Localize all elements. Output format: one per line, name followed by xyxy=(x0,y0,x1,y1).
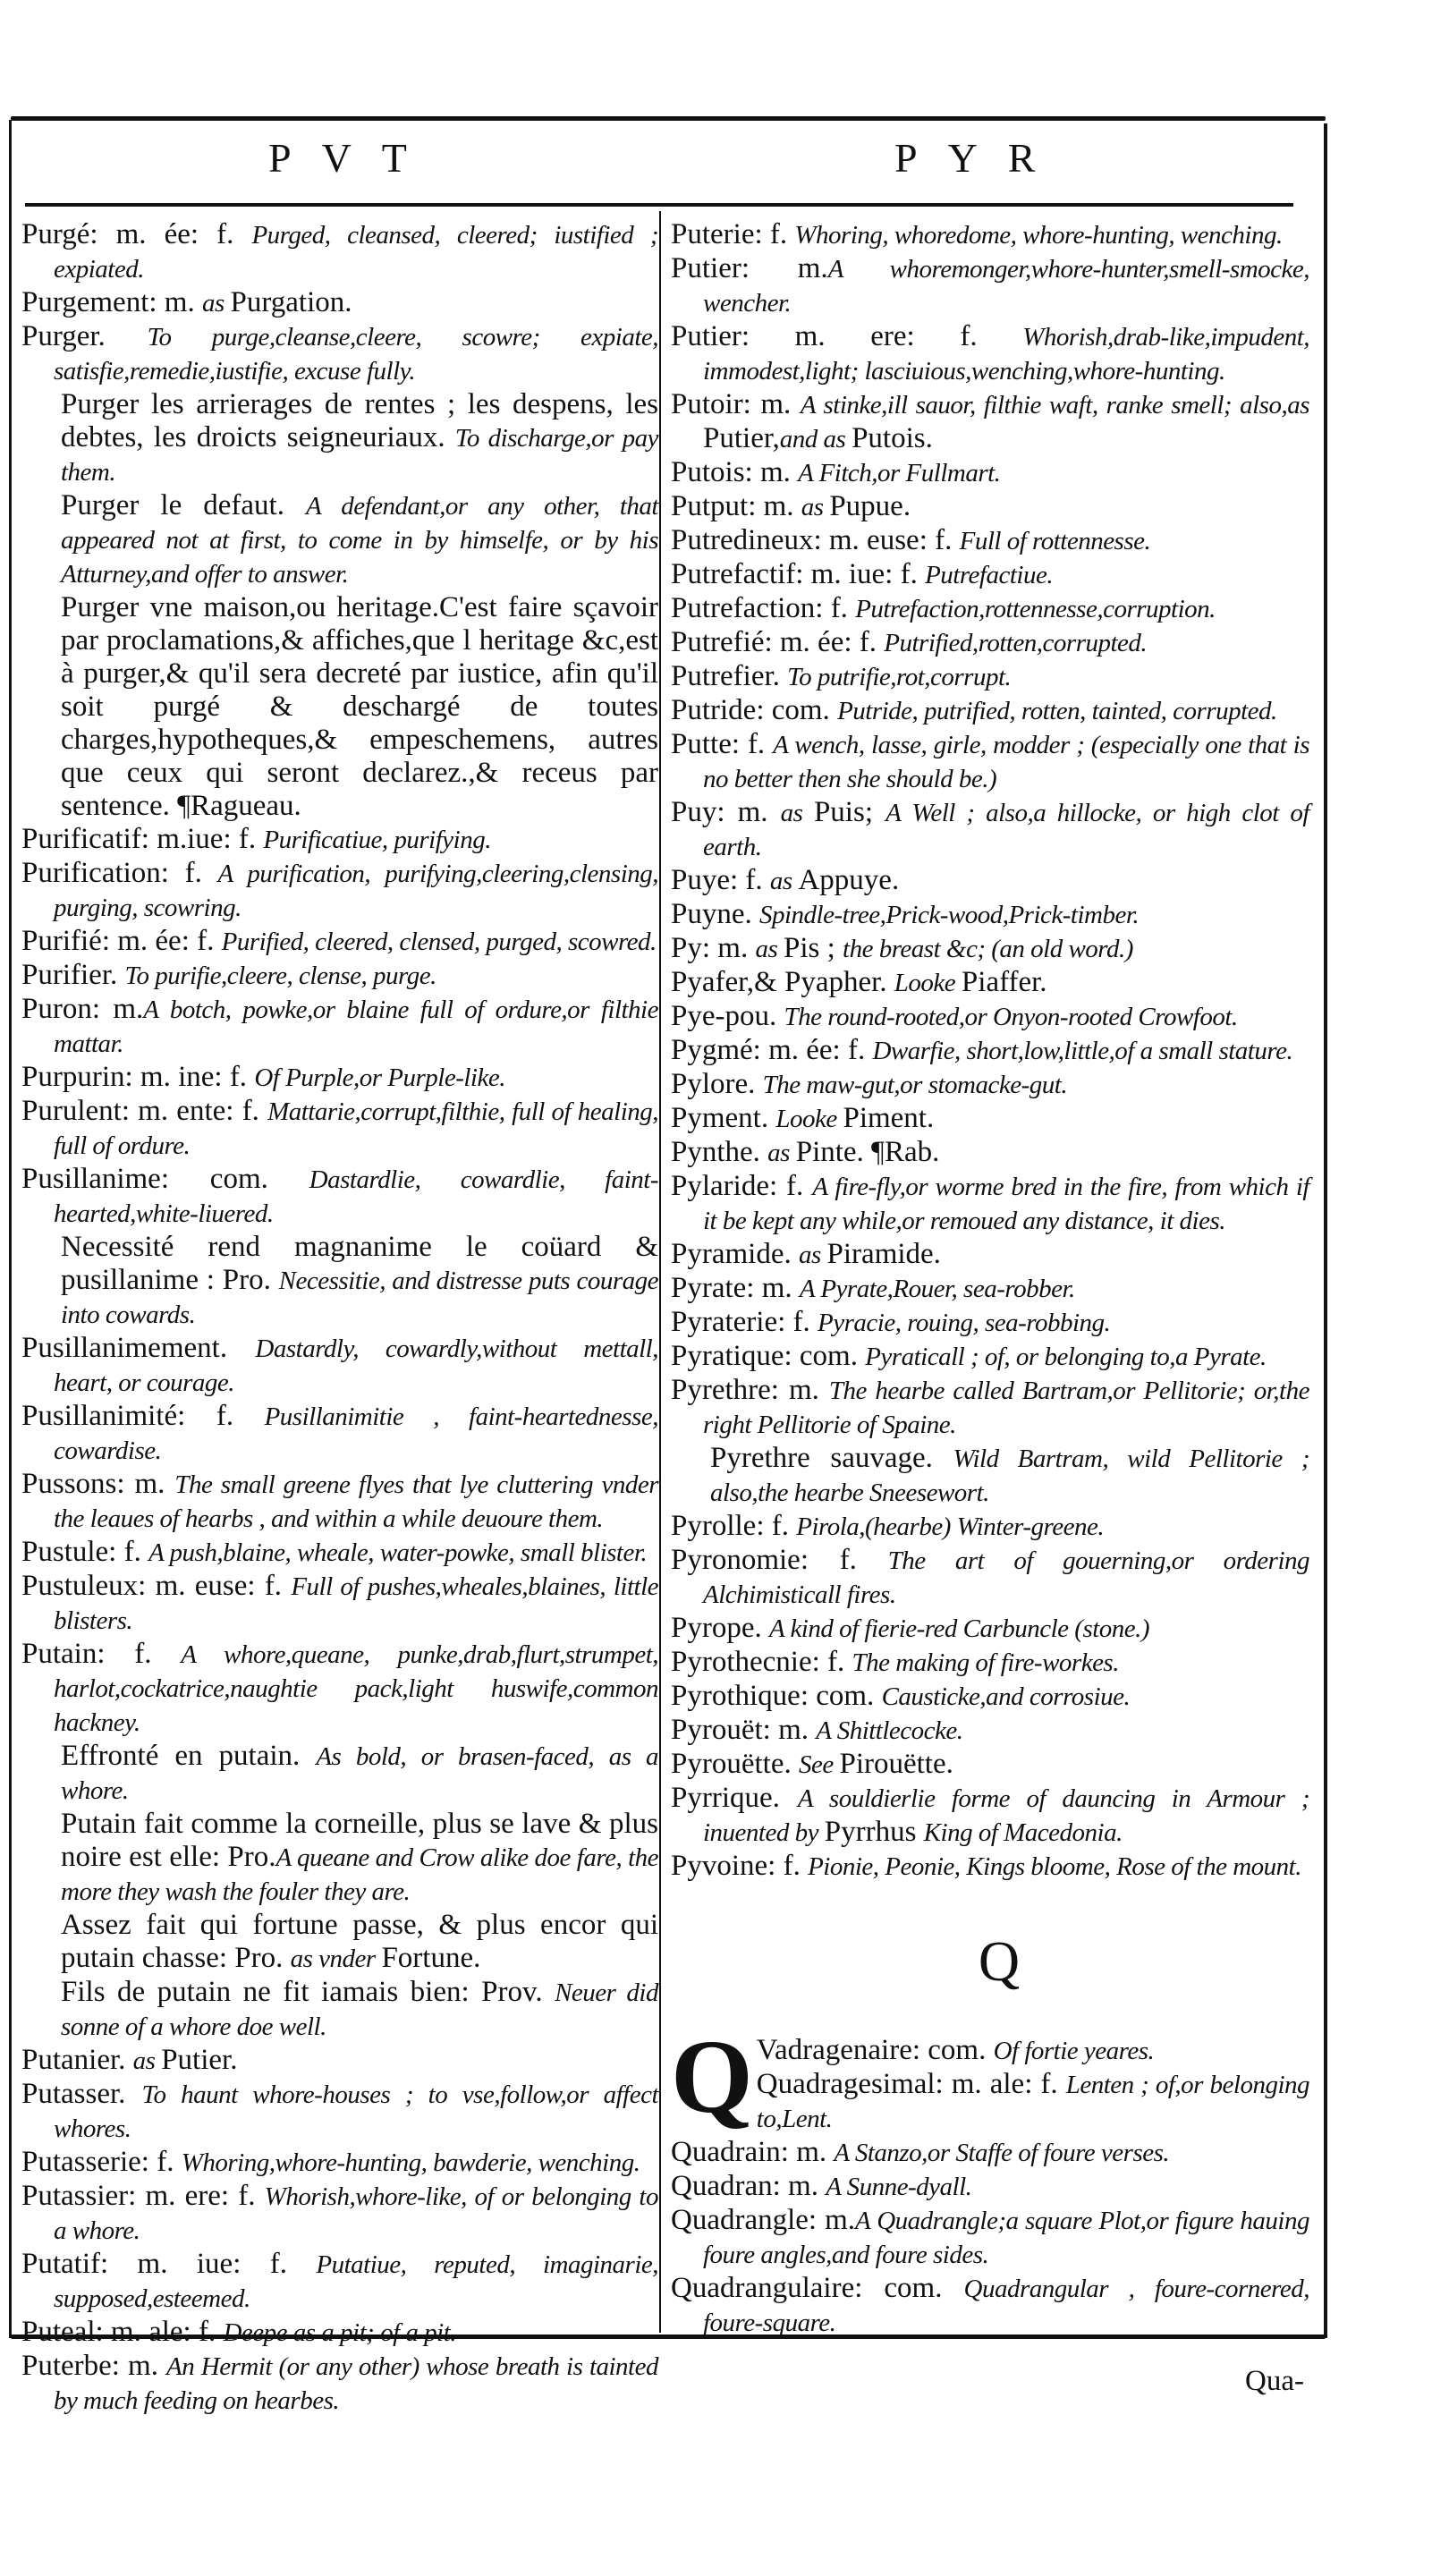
definition-text: Looke xyxy=(775,1105,843,1133)
definition-text: Whorish,whore-like, of or belonging to a whore. xyxy=(54,2182,658,2245)
headword-text: Pyrouëtte. xyxy=(671,1748,799,1780)
headword-text: Puron: m. xyxy=(21,993,144,1025)
headword-text: Pirouëtte. xyxy=(839,1748,953,1780)
headword-text: Putredineux: m. euse: f. xyxy=(671,524,960,556)
dictionary-entry xyxy=(671,218,1309,252)
headword-text: Purgement: m. xyxy=(21,286,202,318)
dictionary-entry xyxy=(671,1238,1309,1272)
definition-text: as xyxy=(780,799,814,827)
dictionary-entry xyxy=(671,1782,1309,1850)
header-rule xyxy=(25,203,1293,207)
headword-text: Necessité rend magnanime le coüard & pusillanime : Pro. xyxy=(61,1231,658,1296)
dictionary-entry xyxy=(21,823,658,857)
sub-entry xyxy=(21,489,658,591)
headword-text: Putte: f. xyxy=(671,728,774,760)
dictionary-entry xyxy=(671,558,1309,592)
headword-text: Pyronomie: f. xyxy=(671,1544,888,1576)
dictionary-entry xyxy=(671,1680,1309,1714)
definition-text: Putrified,rotten,corrupted. xyxy=(884,629,1148,657)
definition-text: A souldierlie forme of dauncing in Armour ; inuented by xyxy=(703,1784,1309,1847)
page-frame-left xyxy=(9,120,12,2338)
dictionary-entry xyxy=(671,728,1309,796)
headword-text: Putois. xyxy=(852,422,933,454)
dictionary-entry xyxy=(21,993,658,1061)
dictionary-entry xyxy=(671,1068,1309,1102)
dictionary-entry xyxy=(21,2248,658,2316)
dictionary-entry xyxy=(21,1536,658,1570)
dictionary-entry xyxy=(21,1095,658,1163)
headword-text: Pyment. xyxy=(671,1102,776,1134)
headword-text: Putanier. xyxy=(21,2044,133,2076)
running-head-left: PVT xyxy=(268,135,437,181)
headword-text: Purulent: m. ente: f. xyxy=(21,1095,268,1127)
right-column-entries xyxy=(671,218,1309,1884)
dictionary-entry xyxy=(671,2272,1309,2340)
dictionary-entry xyxy=(671,252,1309,320)
dictionary-entry xyxy=(21,286,658,320)
definition-text: as vnder xyxy=(290,1945,382,1973)
headword-text: Purifier. xyxy=(21,959,125,991)
definition-text: Pirola,(hearbe) Winter-greene. xyxy=(796,1513,1105,1541)
definition-text: as xyxy=(132,2046,162,2075)
definition-text: Wild Bartram, wild Pellitorie ; also,the hearbe Sneesewort. xyxy=(710,1445,1309,1507)
dictionary-entry xyxy=(671,2136,1309,2170)
definition-text: Pyraticall ; of, or belonging to,a Pyrate. xyxy=(865,1343,1267,1371)
sub-entry xyxy=(21,388,658,489)
dictionary-entry xyxy=(671,1748,1309,1782)
dictionary-entry xyxy=(21,857,658,925)
definition-text: The maw-gut,or stomacke-gut. xyxy=(762,1071,1068,1099)
definition-text: Putride, putrified, rotten, tainted, corrupted. xyxy=(837,697,1277,725)
dictionary-entry xyxy=(671,2170,1309,2204)
dictionary-entry xyxy=(671,524,1309,558)
definition-text: A stinke,ill sauor, filthie waft, ranke smell; also,as xyxy=(800,391,1309,419)
dictionary-entry xyxy=(671,932,1309,966)
headword-text: Putois: m. xyxy=(671,456,799,488)
headword-text: Putier, xyxy=(703,422,780,454)
dictionary-entry xyxy=(21,1332,658,1400)
dictionary-entry xyxy=(21,1638,658,1740)
headword-text: Vadragenaire: com. xyxy=(756,2034,994,2066)
definition-text: as xyxy=(798,1241,827,1269)
definition-text: A defendant,or any other, that appeared not at first, to come in by himselfe, or by his Atturney,and offer to answer. xyxy=(61,492,658,589)
dictionary-entry xyxy=(671,660,1309,694)
dictionary-entry xyxy=(671,1306,1309,1340)
dictionary-entry xyxy=(671,456,1309,490)
definition-text: An Hermit (or any other) whose breath is tainted by much feeding on hearbes. xyxy=(54,2352,658,2415)
dictionary-entry xyxy=(671,1714,1309,1748)
sub-entry xyxy=(21,1808,658,1909)
dictionary-entry xyxy=(671,626,1309,660)
dictionary-entry xyxy=(671,864,1309,898)
dictionary-entry xyxy=(21,2350,658,2418)
headword-text: Puterbe: m. xyxy=(21,2350,166,2382)
dictionary-entry xyxy=(671,1034,1309,1068)
headword-text: Purificatif: m.iue: f. xyxy=(21,823,264,855)
section-q-entries xyxy=(671,2018,1310,2340)
headword-text: Quadran: m. xyxy=(671,2170,826,2202)
definition-text: A queane and Crow alike doe fare, the more they wash the fouler they are. xyxy=(61,1843,658,1906)
headword-text: Pylaride: f. xyxy=(671,1170,813,1202)
dictionary-entry xyxy=(671,388,1309,456)
definition-text: Quadrangular , foure-cornered, foure-square. xyxy=(703,2275,1309,2337)
definition-text: Whoring, whoredome, whore-hunting, wenching. xyxy=(794,221,1283,250)
definition-text: Purificatiue, purifying. xyxy=(263,826,491,854)
definition-text: as xyxy=(755,935,784,963)
dictionary-entry xyxy=(671,2204,1309,2272)
dictionary-entry xyxy=(671,1340,1309,1374)
headword-text: Purgation. xyxy=(230,286,352,318)
headword-text: Quadrain: m. xyxy=(671,2136,835,2168)
headword-text: Pyrethre: m. xyxy=(671,1374,829,1406)
headword-text: Puy: m. xyxy=(671,796,781,828)
dictionary-entry xyxy=(21,1163,658,1231)
headword-text: Pyrolle: f. xyxy=(671,1510,797,1542)
headword-text: Putier: m. ere: f. xyxy=(671,320,1023,352)
headword-text: Pyvoine: f. xyxy=(671,1850,809,1882)
sub-entry xyxy=(21,1231,658,1332)
definition-text: Dastardlie, cowardlie, faint-hearted,white-liuered. xyxy=(54,1165,658,1228)
headword-text: Purifié: m. ée: f. xyxy=(21,925,222,957)
headword-text: Pyratique: com. xyxy=(671,1340,866,1372)
headword-text: Putatif: m. iue: f. xyxy=(21,2248,317,2280)
headword-text: Puyne. xyxy=(671,898,759,930)
headword-text: Putasserie: f. xyxy=(21,2146,182,2178)
headword-text: Pyrothique: com. xyxy=(671,1680,882,1712)
dictionary-entry xyxy=(671,1646,1309,1680)
running-head-right: PYR xyxy=(894,135,1066,181)
definition-text: A Stanzo,or Staffe of foure verses. xyxy=(834,2139,1170,2167)
headword-text: Pusillanimité: f. xyxy=(21,1400,265,1432)
headword-text: Quadrangulaire: com. xyxy=(671,2272,964,2304)
headword-text: Appuye. xyxy=(798,864,900,896)
headword-text: Putain: f. xyxy=(21,1638,182,1670)
dictionary-entry xyxy=(21,1570,658,1638)
page-frame-top xyxy=(11,116,1326,121)
dictionary-entry xyxy=(671,2068,1309,2136)
headword-text: Pye-pou. xyxy=(671,1000,784,1032)
headword-text: Fils de putain ne fit iamais bien: Prov. xyxy=(61,1976,555,2008)
sub-entry xyxy=(21,591,658,823)
headword-text: Purpurin: m. ine: f. xyxy=(21,1061,255,1093)
headword-text: Putassier: m. ere: f. xyxy=(21,2180,265,2212)
dictionary-entry xyxy=(21,2316,658,2350)
headword-text: Pyrope. xyxy=(671,1612,769,1644)
headword-text: Putrefaction: f. xyxy=(671,592,856,624)
dictionary-entry xyxy=(671,1000,1309,1034)
dictionary-entry xyxy=(671,1170,1309,1238)
headword-text: Piment. xyxy=(843,1102,935,1134)
dictionary-entry xyxy=(21,2180,658,2248)
headword-text: Piaffer. xyxy=(961,966,1047,998)
sub-entry xyxy=(21,1909,658,1976)
definition-text: Of fortie yeares. xyxy=(993,2037,1155,2065)
definition-text: Neuer did sonne of a whore doe well. xyxy=(61,1979,658,2041)
definition-text: Of Purple,or Purple-like. xyxy=(254,1063,505,1092)
definition-text: A Pyrate,Rouer, sea-robber. xyxy=(799,1275,1075,1303)
definition-text: Full of pushes,wheales,blaines, little blisters. xyxy=(54,1572,658,1635)
headword-text: Putrefactif: m. iue: f. xyxy=(671,558,926,590)
section-heading-q: Q xyxy=(978,1929,1021,1993)
headword-text: Pyrethre sauvage. xyxy=(710,1442,953,1474)
definition-text: A kind of fierie-red Carbuncle (stone.) xyxy=(769,1614,1150,1643)
definition-text: Causticke,and corrosiue. xyxy=(881,1682,1131,1711)
dictionary-entry xyxy=(21,1468,658,1536)
dictionary-entry xyxy=(21,1400,658,1468)
definition-text: as xyxy=(201,289,231,318)
headword-text: Pis ; xyxy=(784,932,843,964)
definition-text: Spindle-tree,Prick-wood,Prick-timber. xyxy=(759,901,1140,929)
dictionary-entry xyxy=(671,796,1309,864)
headword-text: Pustule: f. xyxy=(21,1536,149,1568)
dictionary-entry xyxy=(21,2078,658,2146)
definition-text: Dwarfie, short,low,little,of a small stature. xyxy=(872,1037,1293,1065)
headword-text: Pyafer,& Pyapher. xyxy=(671,966,894,998)
sub-entry xyxy=(21,1740,658,1808)
definition-text: A Sunne-dyall. xyxy=(826,2173,972,2201)
definition-text: A whoremonger,whore-hunter,smell-smocke, wencher. xyxy=(703,255,1309,318)
definition-text: The making of fire-workes. xyxy=(852,1648,1119,1677)
headword-text: Purger les arrierages de rentes ; les despens, les debtes, les droicts seigneuriaux. xyxy=(61,388,658,453)
headword-text: Fortune. xyxy=(381,1942,481,1974)
definition-text: the breast &c; (an old word.) xyxy=(843,935,1133,963)
headword-text: Pylore. xyxy=(671,1068,763,1100)
dictionary-entry xyxy=(671,1374,1309,1442)
headword-text: Puteal: m. ale: f. xyxy=(21,2316,224,2348)
definition-text: See xyxy=(798,1750,840,1779)
dictionary-entry xyxy=(671,592,1309,626)
definition-text: as xyxy=(769,867,799,895)
headword-text: Putier: m. xyxy=(671,252,828,284)
definition-text: A fire-fly,or worme bred in the fire, from which if it be kept any while,or remoued any distance, it dies. xyxy=(703,1173,1309,1235)
headword-text: Pyramide. xyxy=(671,1238,799,1270)
headword-text: Piramide. xyxy=(826,1238,941,1270)
right-column xyxy=(671,218,1309,2398)
sub-entry xyxy=(21,1976,658,2044)
headword-text: Puye: f. xyxy=(671,864,770,896)
page-frame-right xyxy=(1324,123,1327,2338)
headword-text: Pyrothecnie: f. xyxy=(671,1646,852,1678)
definition-text: To putrifie,rot,corrupt. xyxy=(787,663,1012,691)
definition-text: Purified, cleered, clensed, purged, scowred. xyxy=(221,928,657,956)
dictionary-entry xyxy=(671,1612,1309,1646)
headword-text: Purgé: m. ée: f. xyxy=(21,218,252,250)
definition-text: Full of rottennesse. xyxy=(959,527,1151,555)
headword-text: Puterie: f. xyxy=(671,218,795,250)
headword-text: Putasser. xyxy=(21,2078,142,2110)
definition-text: King of Macedonia. xyxy=(923,1818,1123,1847)
dictionary-entry xyxy=(671,694,1309,728)
headword-text: Putain fait comme la corneille, plus se lave & plus noire est elle: Pro. xyxy=(61,1808,658,1873)
headword-text: Pustuleux: m. euse: f. xyxy=(21,1570,292,1602)
dictionary-entry xyxy=(671,898,1309,932)
dictionary-entry xyxy=(671,1850,1309,1884)
definition-text: A Shittlecocke. xyxy=(816,1716,963,1745)
definition-text: A Well ; also,a hillocke, or high clot of earth. xyxy=(703,799,1309,861)
headword-text: Effronté en putain. xyxy=(61,1740,317,1772)
definition-text: The round-rooted,or Onyon-rooted Crowfoot. xyxy=(784,1003,1238,1031)
headword-text: Putride: com. xyxy=(671,694,838,726)
headword-text: Pyraterie: f. xyxy=(671,1306,818,1338)
headword-text: Putput: m. xyxy=(671,490,801,522)
definition-text: Putatiue, reputed, imaginarie, supposed,esteemed. xyxy=(54,2250,658,2313)
headword-text: Pusillanime: com. xyxy=(21,1163,309,1195)
definition-text: Pyracie, rouing, sea-robbing. xyxy=(818,1309,1111,1337)
sub-entry xyxy=(671,1442,1309,1510)
definition-text: and as xyxy=(779,425,852,453)
headword-text: Pyrate: m. xyxy=(671,1272,800,1304)
dictionary-entry xyxy=(671,490,1309,524)
headword-text: Pusillanimement. xyxy=(21,1332,256,1364)
headword-text: Purification: f. xyxy=(21,857,218,889)
dictionary-entry xyxy=(671,320,1309,388)
definition-text: To discharge,or pay them. xyxy=(61,424,659,487)
headword-text: Assez fait qui fortune passe, & plus encor qui putain chasse: Pro. xyxy=(61,1909,658,1974)
definition-text: A push,blaine, wheale, water-powke, small blister. xyxy=(148,1538,648,1567)
dictionary-entry xyxy=(671,2034,1309,2068)
definition-text: Putrefactiue. xyxy=(925,561,1054,589)
headword-text: Pynthe. xyxy=(671,1136,768,1168)
definition-text: Whorish,drab-like,impudent, immodest,light; lasciuious,wenching,whore-hunting. xyxy=(703,323,1309,386)
definition-text: Looke xyxy=(894,969,962,997)
definition-text: Lenten ; of,or belonging to,Lent. xyxy=(756,2071,1310,2133)
headword-text: Pupue. xyxy=(829,490,911,522)
headword-text: Quadrangle: m. xyxy=(671,2204,856,2236)
definition-text: A whore,queane, punke,drab,flurt,strumpet, harlot,cockatrice,naughtie pack,light huswife,common hackney. xyxy=(54,1640,658,1737)
definition-text: The small greene flyes that lye cluttering vnder the leaues of hearbs , and within a while deuoure them. xyxy=(54,1470,658,1533)
definition-text: as xyxy=(801,493,830,521)
dictionary-entry xyxy=(21,1061,658,1095)
definition-text: Purged, cleansed, cleered; iustified ; expiated. xyxy=(54,221,659,284)
dictionary-entry xyxy=(671,1136,1309,1170)
definition-text: Deepe as a pit; of a pit. xyxy=(223,2318,456,2347)
headword-text: Putrefié: m. ée: f. xyxy=(671,626,885,658)
headword-text: Purger vne maison,ou heritage.C'est faire sçavoir par proclamations,& affiches,que l heritage &c,est à purger,& qu'il sera decreté par iustice, afin qu'il soit purgé & deschargé de toutes charges,hypotheques,& empeschemens, autres que ceux qui seront declarez.,& receus par sentence. ¶Ragueau. xyxy=(61,591,658,822)
catchword: Qua- xyxy=(1245,2365,1304,2397)
headword-text: Pinte. ¶Rab. xyxy=(795,1136,940,1168)
definition-text: To purge,cleanse,cleere, scowre; expiate, satisfie,remedie,iustifie, excuse fully. xyxy=(54,323,659,386)
definition-text: The art of gouerning,or ordering Alchimisticall fires. xyxy=(703,1546,1310,1609)
headword-text: Pyrouët: m. xyxy=(671,1714,817,1746)
headword-text: Pygmé: m. ée: f. xyxy=(671,1034,873,1066)
dictionary-entry xyxy=(671,1544,1309,1612)
definition-text: To haunt whore-houses ; to vse,follow,or affect whores. xyxy=(54,2080,658,2143)
headword-text: Quadragesimal: m. ale: f. xyxy=(756,2068,1066,2100)
definition-text: A purification, purifying,cleering,clensing, purging, scowring. xyxy=(54,860,658,922)
definition-text: Dastardly, cowardly,without mettall, heart, or courage. xyxy=(54,1335,658,1397)
definition-text: The hearbe called Bartram,or Pellitorie; or,the right Pellitorie of Spaine. xyxy=(703,1377,1309,1439)
definition-text: Necessitie, and distresse puts courage into cowards. xyxy=(61,1267,658,1329)
left-column xyxy=(21,218,658,2418)
dictionary-entry xyxy=(21,925,658,959)
dictionary-entry xyxy=(671,1102,1309,1136)
dictionary-entry xyxy=(671,1272,1309,1306)
headword-text: Purger. xyxy=(21,320,148,352)
dictionary-entry xyxy=(21,320,658,388)
headword-text: Purger le defaut. xyxy=(61,489,307,521)
definition-text: Putrefaction,rottennesse,corruption. xyxy=(855,595,1216,623)
definition-text: Pusillanimitie , faint-heartednesse, cowardise. xyxy=(54,1402,658,1465)
headword-text: Putrefier. xyxy=(671,660,788,692)
dictionary-entry xyxy=(21,2146,658,2180)
headword-text: Puis; xyxy=(813,796,886,828)
column-divider xyxy=(659,211,661,2333)
definition-text: As bold, or brasen-faced, as a whore. xyxy=(61,1742,659,1805)
dictionary-entry xyxy=(671,966,1309,1000)
headword-text: Putoir: m. xyxy=(671,388,801,420)
dictionary-entry xyxy=(671,1510,1309,1544)
dictionary-entry xyxy=(21,218,658,286)
headword-text: Py: m. xyxy=(671,932,756,964)
headword-text: Pyrrique. xyxy=(671,1782,798,1814)
dictionary-entry xyxy=(21,959,658,993)
definition-text: Whoring,whore-hunting, bawderie, wenching. xyxy=(181,2148,640,2177)
definition-text: A wench, lasse, girle, modder ; (especially one that is no better then she should be.) xyxy=(703,731,1310,793)
dictionary-entry xyxy=(21,2044,658,2078)
headword-text: Putier. xyxy=(161,2044,238,2076)
definition-text: Mattarie,corrupt,filthie, full of healing, full of ordure. xyxy=(54,1097,658,1160)
drop-cap-q: Q xyxy=(671,2018,753,2135)
definition-text: Pionie, Peonie, Kings bloome, Rose of the mount. xyxy=(808,1852,1301,1881)
definition-text: A Quadrangle;a square Plot,or figure hauing foure angles,and foure sides. xyxy=(703,2207,1309,2269)
q-entry-list xyxy=(671,2018,1310,2340)
definition-text: A Fitch,or Fullmart. xyxy=(798,459,1001,487)
headword-text: Pussons: m. xyxy=(21,1468,175,1500)
definition-text: A botch, powke,or blaine full of ordure,or filthie mattar. xyxy=(54,996,658,1058)
definition-text: To purifie,cleere, clense, purge. xyxy=(124,962,436,990)
headword-text: Pyrrhus xyxy=(824,1816,924,1848)
definition-text: as xyxy=(767,1139,796,1167)
